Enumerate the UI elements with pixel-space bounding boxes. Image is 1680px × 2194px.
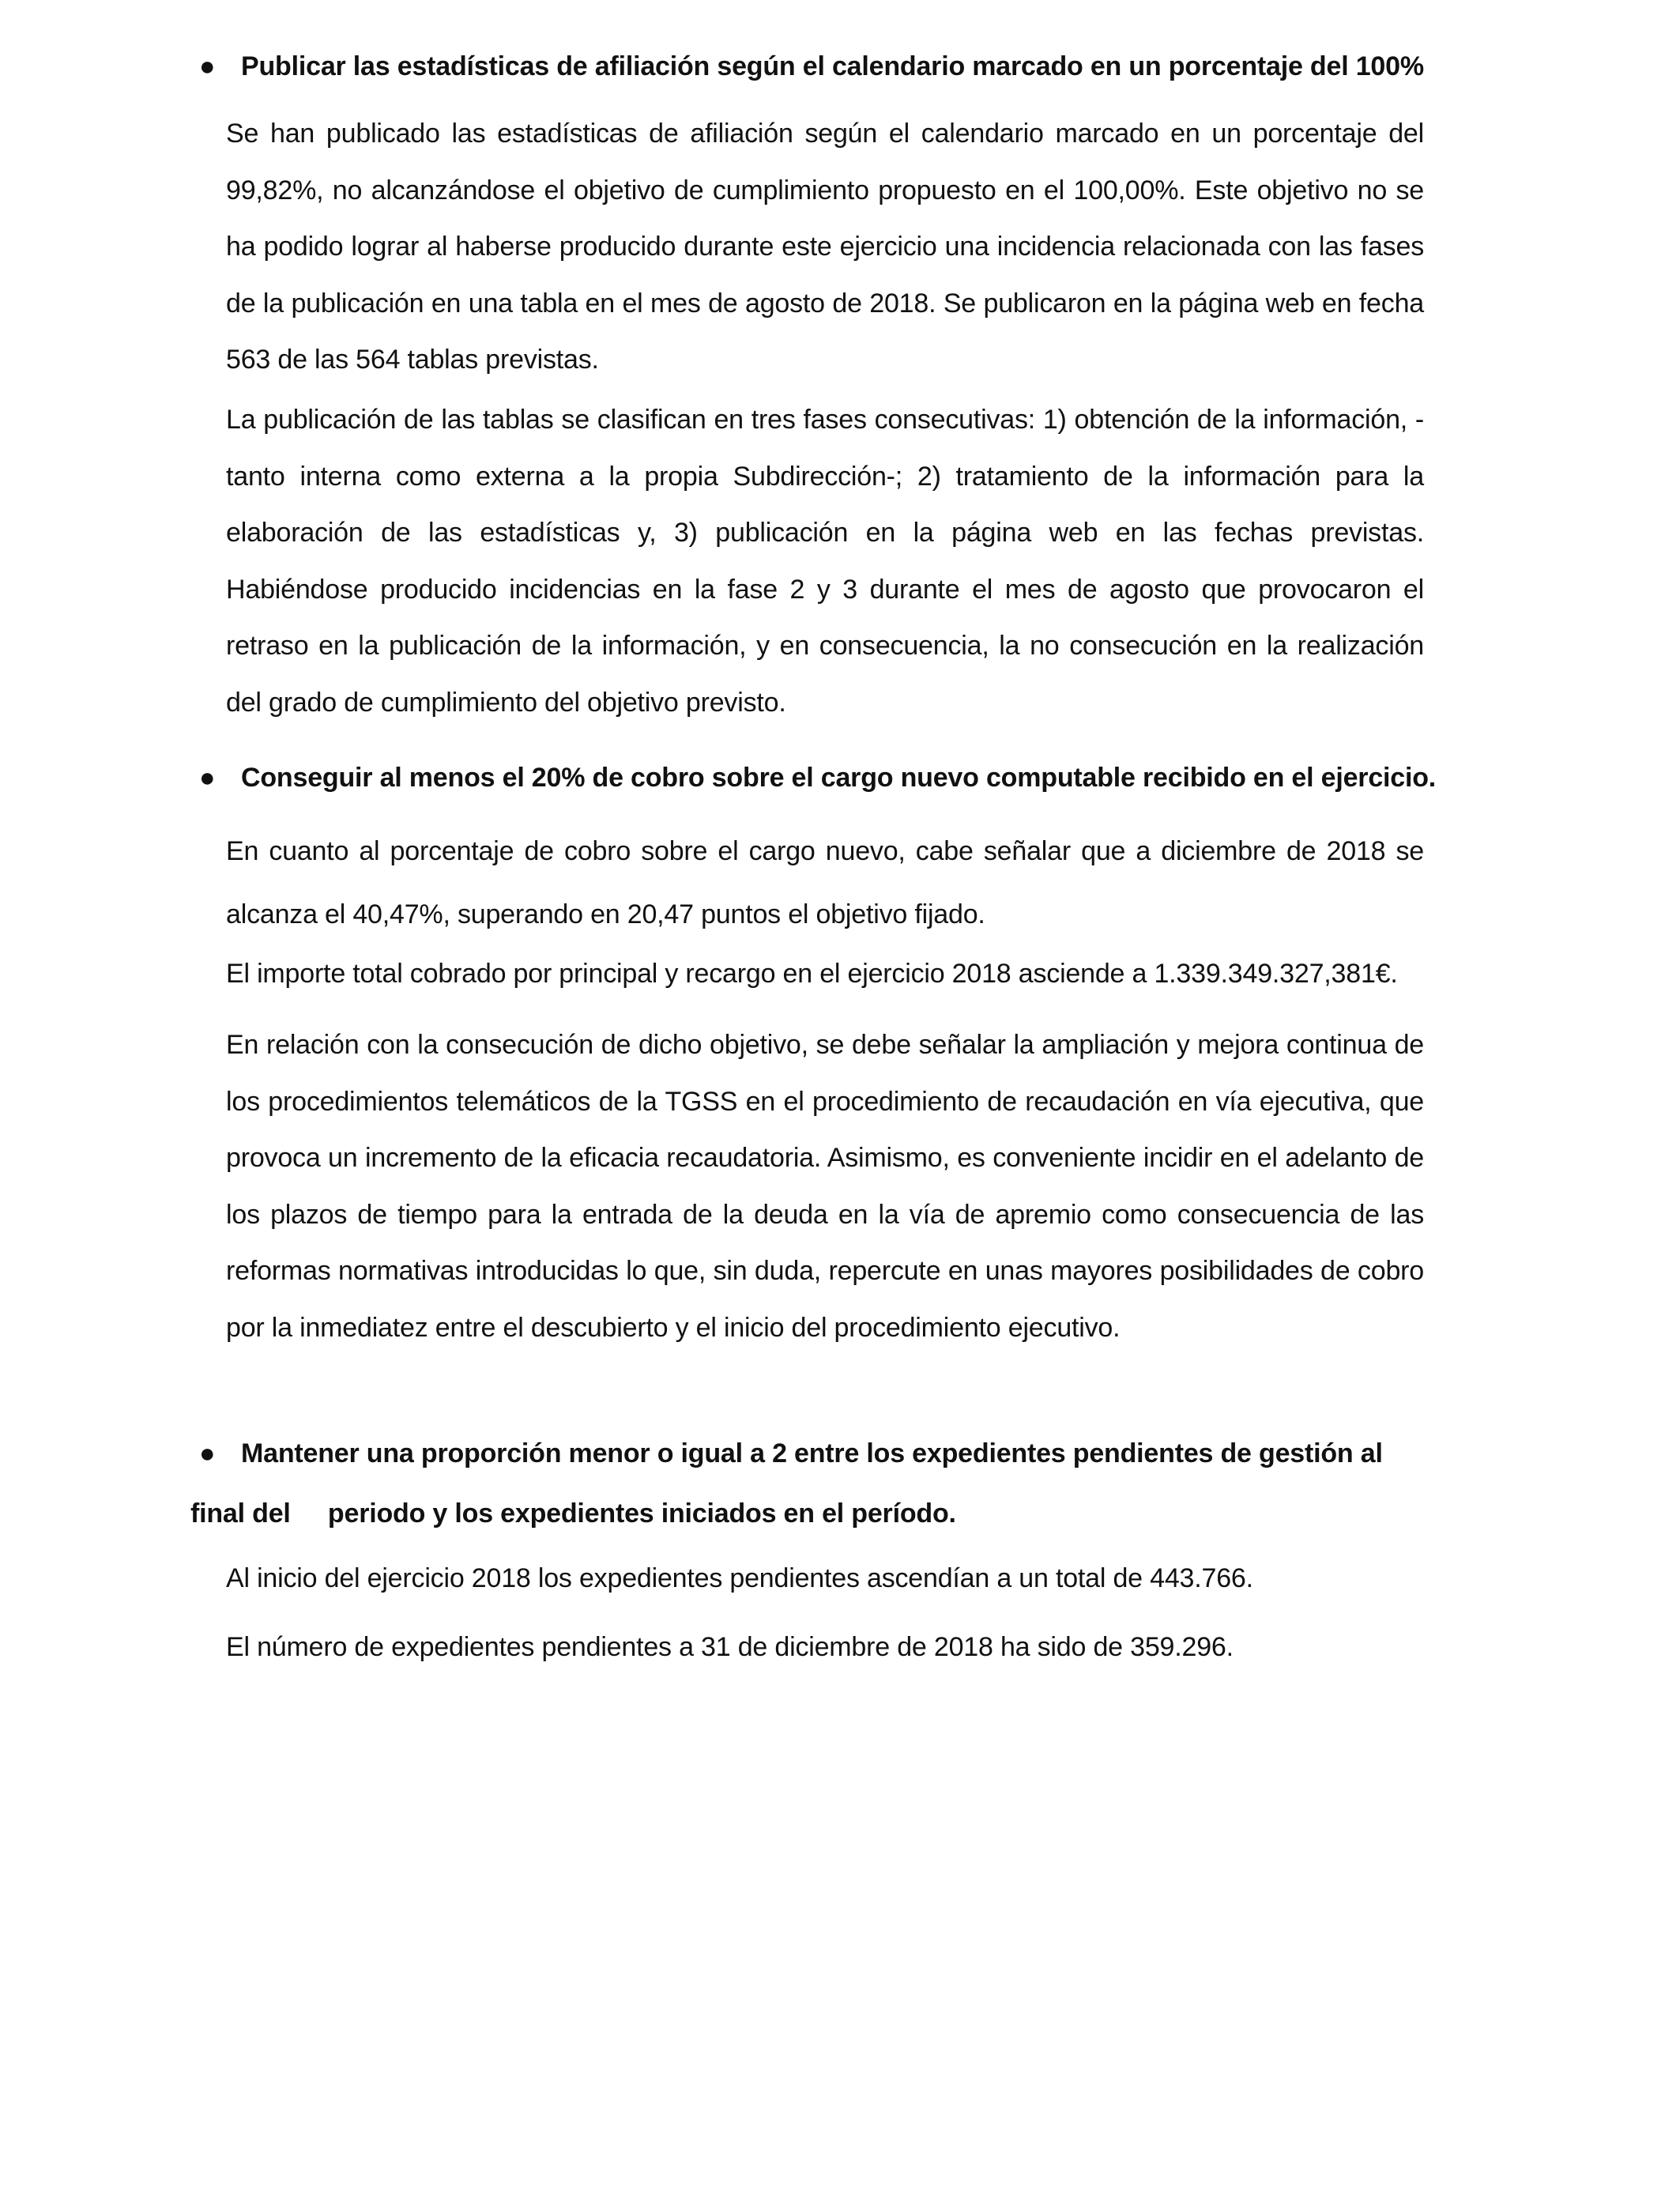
bullet-icon: ● xyxy=(199,763,216,793)
section-heading-text: Conseguir al menos el 20% de cobro sobre el cargo nuevo computable recibido en el ejercicio. xyxy=(241,763,1437,793)
paragraph-cobro-amount: El importe total cobrado por principal y recargo en el ejercicio 2018 asciende a 1.339.349.327,381€. xyxy=(226,959,1398,989)
paragraph-afiliacion-phases: La publicación de las tablas se clasifican en tres fases consecutivas: 1) obtención de la información, -tanto interna como externa a la propia Subdirección-; 2) tratamiento de la información para la elaboración de las estadísticas y, 3) publicación en la página web en las fechas previstas. Habiéndose producido incidencias en la fase 2 y 3 durante el mes de agosto que provocaron el retraso en la publicación de la información, y en consecuencia, la no consecución en la realización del grado de cumplimiento del objetivo previsto. xyxy=(226,405,1424,718)
section-heading-text: Mantener una proporción menor o igual a 2 entre los expedientes pendientes de gestión al xyxy=(241,1438,1383,1468)
section-heading-cobro xyxy=(199,760,1437,795)
section-heading-expedientes-cont xyxy=(190,1496,956,1531)
bullet-icon: ● xyxy=(199,51,216,81)
bullet-icon: ● xyxy=(199,1438,216,1468)
section-heading-text-a: final del xyxy=(190,1498,291,1529)
section-heading-text: Publicar las estadísticas de afiliación según el calendario marcado en un porcentaje del 100% xyxy=(241,51,1424,81)
paragraph-cobro-explanation: En relación con la consecución de dicho objetivo, se debe señalar la ampliación y mejora continua de los procedimientos telemáticos de la TGSS en el procedimiento de recaudación en vía ejecutiva, que provoca un incremento de la eficacia recaudatoria. Asimismo, es conveniente incidir en el adelanto de los plazos de tiempo para la entrada de la deuda en la vía de apremio como consecuencia de las reformas normativas introducidas lo que, sin duda, repercute en unas mayores posibilidades de cobro por la inmediatez entre el descubierto y el inicio del procedimiento ejecutivo. xyxy=(226,1030,1424,1343)
paragraph-cobro-percentage: En cuanto al porcentaje de cobro sobre el cargo nuevo, cabe señalar que a diciembre de 2018 se alcanza el 40,47%, superando en 20,47 puntos el objetivo fijado. xyxy=(226,836,1424,929)
section-heading-expedientes xyxy=(199,1436,1383,1471)
section-heading-afiliacion xyxy=(199,49,1424,84)
paragraph-afiliacion-result: Se han publicado las estadísticas de afiliación según el calendario marcado en un porcentaje del 99,82%, no alcanzándose el objetivo de cumplimiento propuesto en el 100,00%. Este objetivo no se ha podido lograr al haberse producido durante este ejercicio una incidencia relacionada con las fases de la publicación en una tabla en el mes de agosto de 2018. Se publicaron en la página web en fecha 563 de las 564 tablas previstas. xyxy=(226,119,1424,375)
section-heading-text-b: periodo y los expedientes iniciados en el período. xyxy=(327,1498,956,1529)
paragraph-expedientes-final: El número de expedientes pendientes a 31 de diciembre de 2018 ha sido de 359.296. xyxy=(226,1632,1234,1662)
paragraph-expedientes-inicio: Al inicio del ejercicio 2018 los expedientes pendientes ascendían a un total de 443.766. xyxy=(226,1563,1253,1593)
